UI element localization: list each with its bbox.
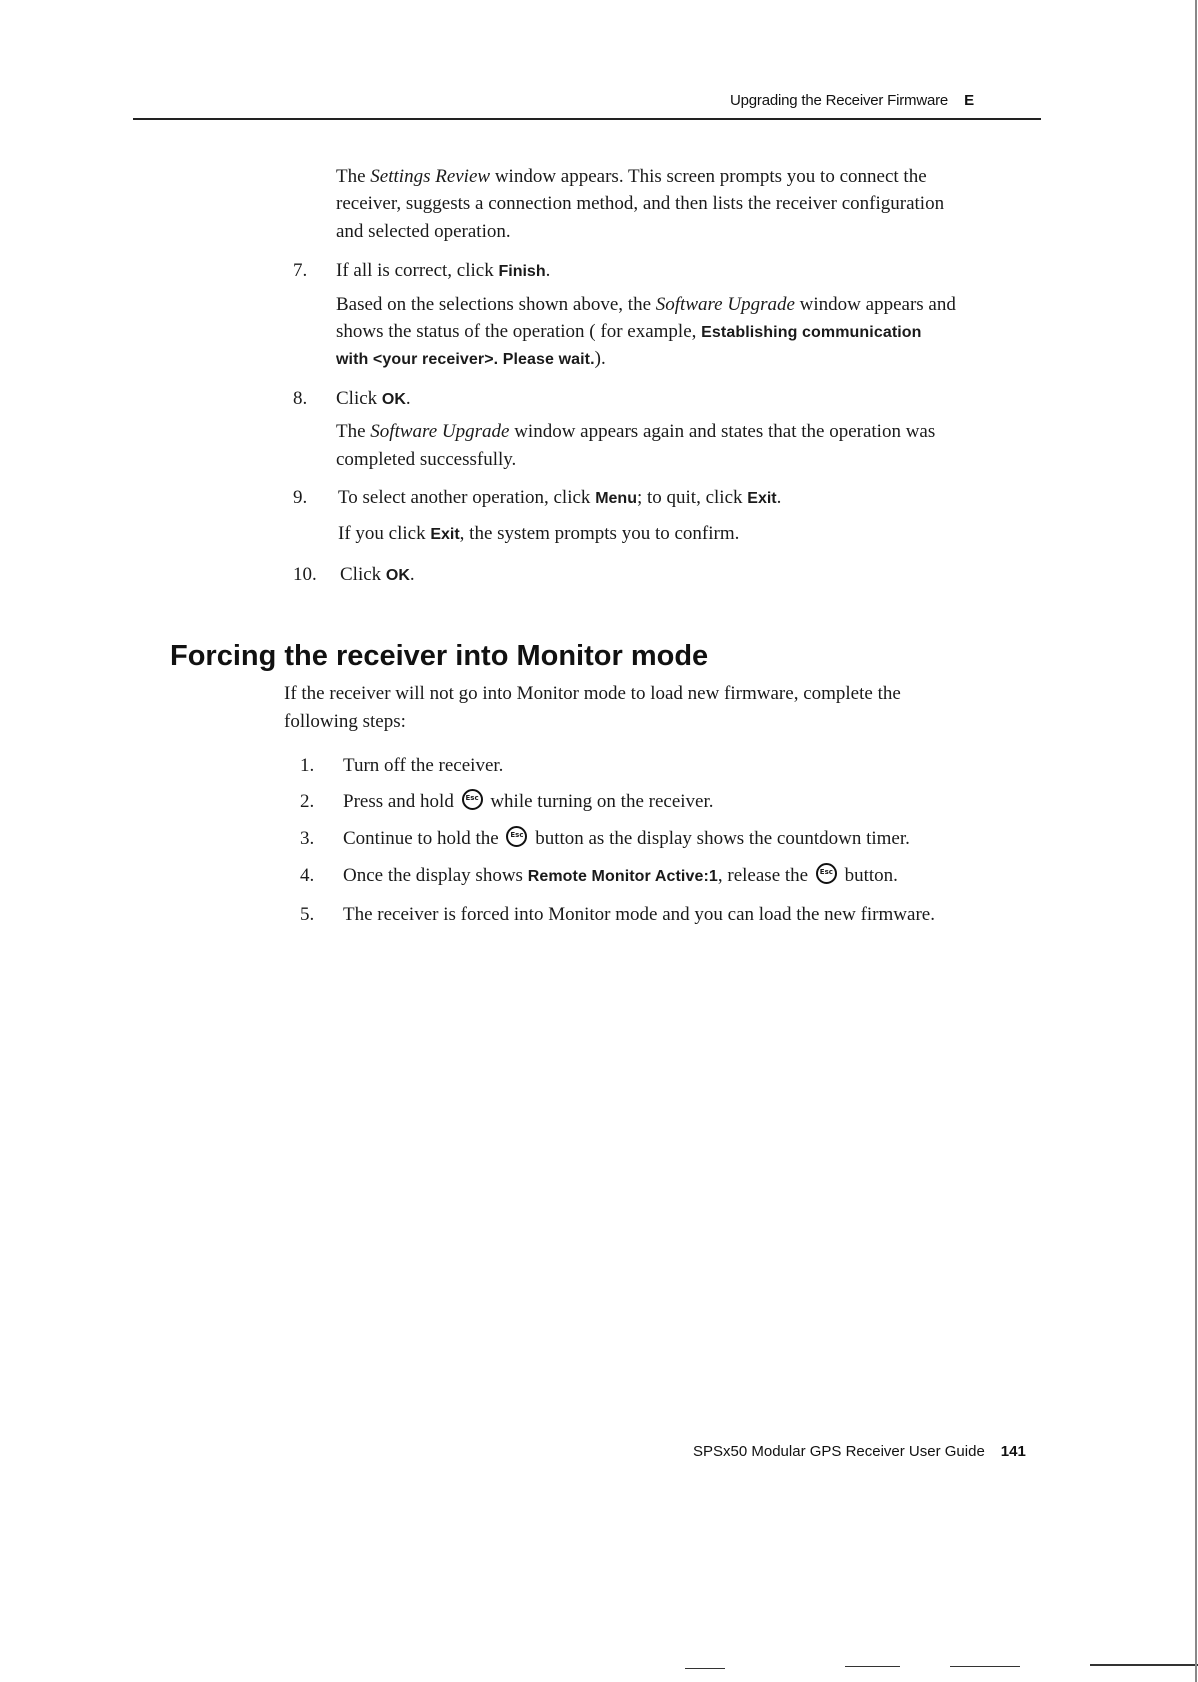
finish-label: Finish	[498, 263, 546, 280]
footer-title: SPSx50 Modular GPS Receiver User Guide	[693, 1443, 985, 1460]
intro-line-3: and selected operation.	[336, 221, 511, 242]
step-text: If all is correct, click	[336, 260, 499, 281]
scan-edge	[1195, 0, 1197, 1682]
step-7-number: 7.	[293, 260, 308, 281]
step-8-body-line-1	[336, 418, 935, 445]
intro-text: The	[336, 166, 371, 187]
intro-line-1	[336, 163, 927, 190]
monitor-step-5-text: The receiver is forced into Monitor mode and you can load the new firmware.	[343, 904, 935, 925]
intro-text: window appears. This screen prompts you to connect the	[490, 166, 927, 187]
step-7-instruction	[336, 257, 550, 285]
step-10-instruction	[340, 561, 415, 589]
running-footer	[693, 1443, 1026, 1460]
body-text: window appears again and states that the operation was	[509, 421, 936, 442]
exit-label: Exit	[430, 526, 460, 543]
scan-artifact	[685, 1668, 725, 1669]
step-9-body	[338, 520, 739, 548]
body-text: The	[336, 421, 371, 442]
section-intro-line-1: If the receiver will not go into Monitor mode to load new firmware, complete the	[284, 683, 901, 704]
body-text: If you click	[338, 523, 431, 544]
step-text: Continue to hold the	[343, 828, 504, 849]
header-rule	[133, 118, 1041, 120]
step-9-instruction	[338, 484, 781, 512]
step-7-body-line-2	[336, 318, 922, 346]
esc-button-icon	[506, 826, 527, 847]
body-text: Based on the selections shown above, the	[336, 294, 656, 315]
monitor-step-1-number: 1.	[300, 755, 315, 776]
monitor-step-3-text	[343, 825, 910, 852]
step-text: To select another operation, click	[338, 487, 596, 508]
step-text: while turning on the receiver.	[485, 791, 714, 812]
menu-label: Menu	[595, 490, 637, 507]
page-number: 141	[1000, 1443, 1026, 1460]
body-text: , the system prompts you to confirm.	[459, 523, 740, 544]
esc-button-icon	[462, 789, 483, 810]
settings-review-window-name: Settings Review	[370, 166, 491, 187]
body-text: window appears and	[794, 294, 956, 315]
section-intro-line-2: following steps:	[284, 711, 406, 732]
monitor-step-2-text	[343, 788, 714, 815]
status-message: Establishing communication	[701, 324, 922, 341]
running-header	[730, 92, 974, 109]
body-text: ).	[594, 348, 606, 369]
scan-artifact	[950, 1666, 1020, 1667]
step-text: , release the	[717, 865, 813, 886]
ok-label: OK	[385, 567, 410, 584]
header-appendix-letter: E	[964, 92, 974, 109]
esc-button-icon	[816, 863, 837, 884]
step-7-body-line-1	[336, 291, 956, 318]
section-heading: Forcing the receiver into Monitor mode	[170, 640, 709, 672]
scan-artifact	[1090, 1664, 1198, 1666]
software-upgrade-window-name: Software Upgrade	[655, 294, 795, 315]
step-text: .	[409, 564, 415, 585]
step-text: .	[776, 487, 782, 508]
monitor-step-2-number: 2.	[300, 791, 315, 812]
step-9-number: 9.	[293, 487, 308, 508]
step-text: Once the display shows	[343, 865, 528, 886]
software-upgrade-window-name: Software Upgrade	[370, 421, 510, 442]
step-text: button as the display shows the countdown timer.	[530, 828, 910, 849]
monitor-step-4-number: 4.	[300, 865, 315, 886]
intro-line-2: receiver, suggests a connection method, and then lists the receiver configuration	[336, 193, 945, 214]
status-message: with <your receiver>. Please wait.	[336, 351, 595, 368]
step-text: ; to quit, click	[636, 487, 748, 508]
step-text: Press and hold	[343, 791, 459, 812]
display-message: Remote Monitor Active:1	[527, 868, 718, 885]
step-text: .	[405, 388, 411, 409]
step-text: .	[545, 260, 551, 281]
step-7-body-line-3	[336, 345, 606, 373]
monitor-step-4-text	[343, 862, 898, 890]
step-8-number: 8.	[293, 388, 308, 409]
step-text: button.	[839, 865, 898, 886]
ok-label: OK	[381, 391, 406, 408]
monitor-step-1-text: Turn off the receiver.	[343, 755, 504, 776]
monitor-step-3-number: 3.	[300, 828, 315, 849]
step-text: Click	[340, 564, 386, 585]
step-8-instruction	[336, 385, 411, 413]
scan-artifact	[845, 1666, 900, 1667]
step-10-number: 10.	[293, 564, 317, 585]
step-text: Click	[336, 388, 382, 409]
exit-label: Exit	[747, 490, 777, 507]
body-text: shows the status of the operation ( for example,	[336, 321, 702, 342]
header-title: Upgrading the Receiver Firmware	[730, 92, 949, 109]
monitor-step-5-number: 5.	[300, 904, 315, 925]
step-8-body-line-2: completed successfully.	[336, 449, 517, 470]
